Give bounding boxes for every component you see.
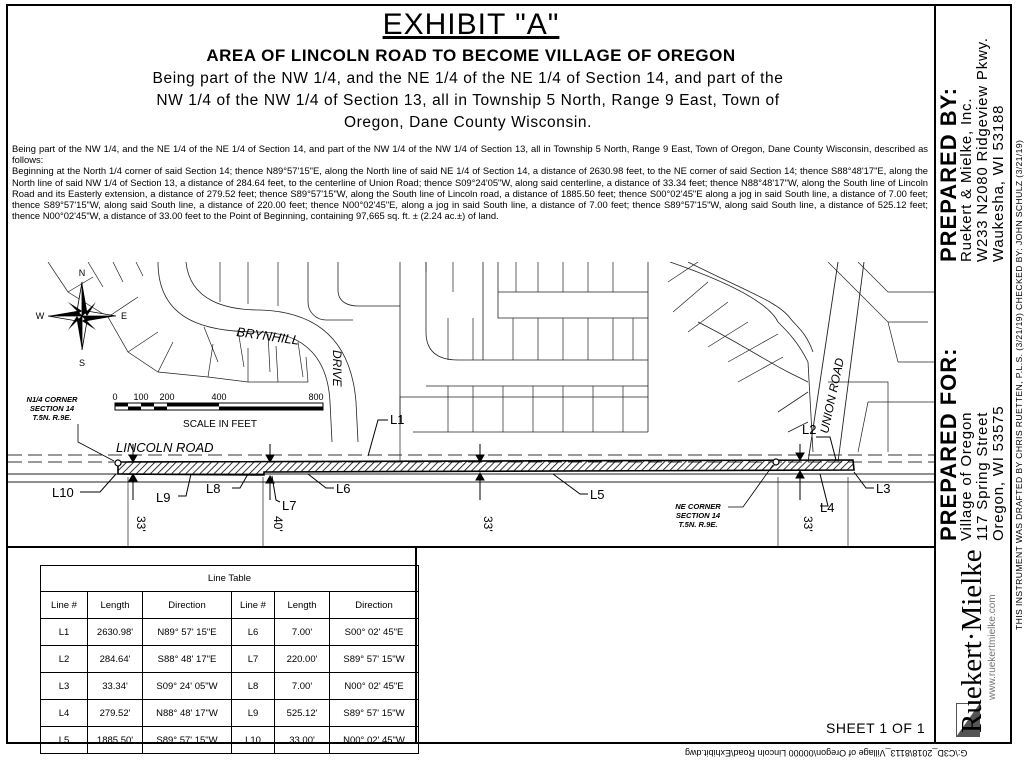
- cell: L7: [232, 646, 275, 673]
- n14-corner-note-3: T.5N. R.9E.: [32, 413, 72, 422]
- prepared-for-line-1: Village of Oregon: [958, 411, 975, 541]
- line-label-l6: L6: [336, 481, 351, 496]
- company-logo: Ruekert·Mielke: [956, 549, 988, 733]
- cell: L2: [41, 646, 88, 673]
- line-label-l2: L2: [802, 422, 817, 437]
- col-length-2: Length: [275, 592, 330, 619]
- cell: 284.64': [88, 646, 143, 673]
- prepared-for-heading: PREPARED FOR:: [936, 347, 961, 541]
- table-row: [41, 673, 419, 700]
- col-direction-1: Direction: [143, 592, 232, 619]
- cell: L5: [41, 727, 88, 754]
- map-bottom-divider: [6, 546, 936, 548]
- ne-corner-note-3: T.5N. R.9E.: [678, 520, 718, 529]
- cell: S89° 57' 15"W: [330, 700, 419, 727]
- scale-label: SCALE IN FEET: [183, 419, 257, 430]
- cell: 279.52': [88, 700, 143, 727]
- drive-label: DRIVE: [330, 350, 344, 387]
- legal-description: [12, 143, 928, 221]
- line-table: [40, 565, 419, 754]
- legal-body: Beginning at the North 1/4 corner of said Section 14; thence N89°57'15"E, along the North line of said NE 1/4 of Section 14, a distance of 2630.98 feet, to the NE corner of said Section 14; thence S88°48'17"E, along the North line of said NW 1/4 of Section 13, a distance of 284.64 feet, to the centerline of Union Road; thence S09°24'05"W, along said centerline, a distance of 33.34 feet; thence N88°48'17"W, along the South line of Lincoln Road and its Easterly extension, a distance of 279.52 feet; thence S89°57'15"W, along the South line of Lincoln road, a distance of 1885.50 feet; thence S00°02'45"E along a jog in said South line, a distance of 7.00 feet; thence S89°57'15"W, along said South line, a distance of 220.00 feet; thence N00°02'45"E, along a jog in said South line, a distance of 7.00 feet; thence S89°57'15"W, along said South line, a distance of 525.12 feet; thence N00°02'45"W, a distance of 33.00 feet to the Point of Beginning, containing 97,665 sq. ft. ± (2.24 ac.±) of land.: [12, 165, 928, 222]
- exhibit-title: EXHIBIT "A": [382, 8, 560, 41]
- ne-corner-marker: [773, 459, 779, 465]
- cell: 525.12': [275, 700, 330, 727]
- cell: 1885.50': [88, 727, 143, 754]
- table-row: [41, 646, 419, 673]
- dim-40: 40': [271, 516, 285, 532]
- scale-tick-400: 400: [211, 392, 227, 402]
- line-label-l4: L4: [820, 500, 835, 515]
- prepared-by-line-2: W233 N2080 Ridgeview Pkwy.: [974, 37, 991, 262]
- scale-tick-100: 100: [133, 392, 149, 402]
- lincoln-road-label: LINCOLN ROAD: [116, 440, 214, 455]
- scale-tick-0: 0: [112, 392, 118, 402]
- prepared-for-line-3: Oregon, WI 53575: [990, 405, 1007, 541]
- cell: N00° 02' 45"E: [330, 673, 419, 700]
- legal-intro: Being part of the NW 1/4, and the NE 1/4 of the NE 1/4 of Section 14, and part of the NW 1/4 of the NW 1/4 of Section 13, all in Township 5 North, Range 9 East, Town of Oregon, Dane County Wisconsin, described as follows:: [12, 143, 928, 166]
- annexation-area: [118, 460, 854, 475]
- ne-corner-note-2: SECTION 14: [675, 511, 721, 520]
- cell: N00° 02' 45"W: [330, 727, 419, 754]
- scale-bar: [112, 392, 323, 430]
- n14-corner-note-1: N1/4 CORNER: [26, 395, 78, 404]
- line-label-l10: L10: [52, 485, 74, 500]
- drafted-by-note: THIS INSTRUMENT WAS DRAFTED BY CHRIS RUETTEN, P.L.S. (3/21/19) CHECKED BY: JOHN SCHULZ (3/21/19): [1014, 139, 1024, 630]
- cell: 7.00': [275, 619, 330, 646]
- n14-corner-note-2: SECTION 14: [29, 404, 75, 413]
- brynhill-label: BRYNHILL: [235, 324, 301, 348]
- col-length-1: Length: [88, 592, 143, 619]
- east-label: E: [120, 311, 128, 321]
- line-label-l5: L5: [590, 487, 605, 502]
- description-line-3: Oregon, Dane County Wisconsin.: [343, 114, 593, 131]
- description-line-1: Being part of the NW 1/4, and the NE 1/4 of the NE 1/4 of Section 14, and part of the: [152, 70, 784, 87]
- company-url: www.ruekertmielke.com: [987, 594, 998, 700]
- cell: S89° 57' 15"W: [330, 646, 419, 673]
- line-label-l9: L9: [156, 490, 171, 505]
- cell: L1: [41, 619, 88, 646]
- cell: S00° 02' 45"E: [330, 619, 419, 646]
- cell: L3: [41, 673, 88, 700]
- cell: 220.00': [275, 646, 330, 673]
- union-road-label: UNION ROAD: [817, 356, 847, 435]
- dim-33-east: 33': [801, 516, 815, 532]
- scale-tick-800: 800: [308, 392, 324, 402]
- site-map: [8, 262, 934, 546]
- line-table-caption: Line Table: [41, 566, 419, 592]
- prepared-by-line-3: Waukesha, WI 53188: [990, 104, 1007, 262]
- table-row: [41, 619, 419, 646]
- col-line-1: Line #: [41, 592, 88, 619]
- scale-tick-200: 200: [159, 392, 175, 402]
- sheet-number: SHEET 1 OF 1: [826, 720, 926, 736]
- line-label-l1: L1: [390, 412, 405, 427]
- col-line-2: Line #: [232, 592, 275, 619]
- cell: L10: [232, 727, 275, 754]
- ne-corner-note-1: NE CORNER: [675, 502, 721, 511]
- prepared-by-heading: PREPARED BY:: [936, 87, 961, 262]
- cell: 2630.98': [88, 619, 143, 646]
- n14-corner-marker: [115, 460, 121, 466]
- prepared-for-line-2: 117 Spring Street: [974, 411, 991, 541]
- table-row: [41, 727, 419, 754]
- south-label: S: [78, 358, 86, 368]
- cell: L8: [232, 673, 275, 700]
- file-path: G:\C3D_2018\8113_Village of Oregon\00000 Lincoln Road\Exhibit.dwg: [685, 748, 968, 758]
- cell: 33.00': [275, 727, 330, 754]
- north-label: N: [78, 268, 86, 278]
- cell: 7.00': [275, 673, 330, 700]
- cell: S09° 24' 05"W: [143, 673, 232, 700]
- cell: 33.34': [88, 673, 143, 700]
- line-label-l8: L8: [206, 481, 221, 496]
- line-label-l7: L7: [282, 498, 297, 513]
- cell: L9: [232, 700, 275, 727]
- line-label-l3: L3: [876, 481, 891, 496]
- cell: N89° 57' 15"E: [143, 619, 232, 646]
- line-table-header-row: [41, 592, 419, 619]
- col-direction-2: Direction: [330, 592, 419, 619]
- dim-33-west: 33': [134, 516, 148, 532]
- dim-33-middle: 33': [481, 516, 495, 532]
- table-row: [41, 700, 419, 727]
- exhibit-subtitle: AREA OF LINCOLN ROAD TO BECOME VILLAGE OF OREGON: [206, 46, 736, 65]
- description-line-2: NW 1/4 of the NW 1/4 of Section 13, all in Township 5 North, Range 9 East, Town of: [156, 92, 780, 109]
- prepared-by-line-1: Ruekert & Mielke, Inc.: [958, 97, 975, 262]
- west-label: W: [35, 311, 45, 321]
- cell: S89° 57' 15"W: [143, 727, 232, 754]
- cell: S88° 48' 17"E: [143, 646, 232, 673]
- cell: L4: [41, 700, 88, 727]
- north-arrow-icon: [36, 268, 127, 368]
- cell: L6: [232, 619, 275, 646]
- cell: N88° 48' 17"W: [143, 700, 232, 727]
